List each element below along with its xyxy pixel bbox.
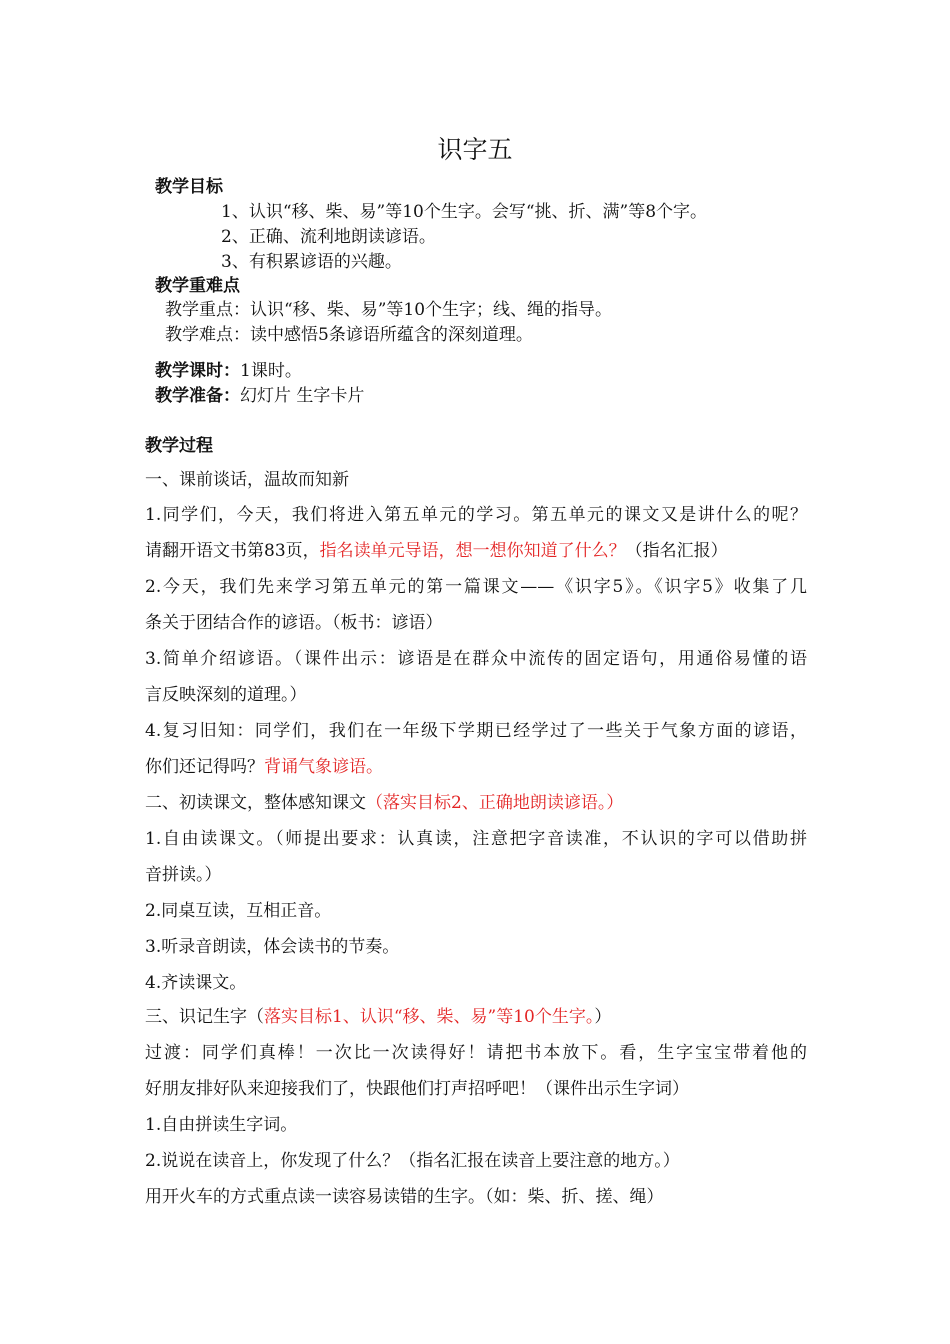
paragraph-line: 过渡：同学们真棒！一次比一次读得好！请把书本放下。看，生字宝宝带着他的	[145, 1043, 807, 1063]
class-hours-value: 1课时。	[240, 361, 302, 381]
page-title: 识字五	[437, 135, 513, 164]
paragraph-line: 4.齐读课文。	[145, 973, 247, 993]
preparation	[155, 384, 364, 408]
process-heading: 教学过程	[145, 436, 213, 456]
paragraph-line: 3.简单介绍谚语。（课件出示：谚语是在群众中流传的固定语句，用通俗易懂的语	[145, 649, 807, 669]
key-point-focus: 教学重点：认识“移、柴、易”等10个生字；线、绳的指导。	[165, 300, 613, 320]
highlight-text: （落实目标2、正确地朗读谚语。）	[366, 793, 624, 813]
objectives-heading: 教学目标	[155, 177, 223, 197]
key-point-difficulty: 教学难点：读中感悟5条谚语所蕴含的深刻道理。	[165, 325, 533, 345]
paragraph-line: 2.说说在读音上，你发现了什么？（指名汇报在读音上要注意的地方。）	[145, 1151, 680, 1171]
text-run: （指名汇报）	[625, 541, 728, 561]
paragraph-line: 3.听录音朗读，体会读书的节奏。	[145, 937, 400, 957]
paragraph-line: 条关于团结合作的谚语。（板书：谚语）	[145, 613, 443, 633]
section-heading	[145, 1005, 611, 1029]
paragraph-line: 2.今天，我们先来学习第五单元的第一篇课文——《识字5》。《识字5》收集了几	[145, 577, 807, 597]
text-run: 三、识记生字（	[145, 1007, 264, 1027]
paragraph-line	[145, 539, 728, 563]
paragraph-line: 音拼读。）	[145, 865, 222, 885]
highlight-text: 背诵气象谚语。	[264, 757, 383, 777]
paragraph-line: 好朋友排好队来迎接我们了，快跟他们打声招呼吧！（课件出示生字词）	[145, 1079, 689, 1099]
class-hours-label: 教学课时：	[155, 361, 240, 381]
objective-item: 2、正确、流利地朗读谚语。	[221, 227, 436, 247]
paragraph-line: 2.同桌互读，互相正音。	[145, 901, 332, 921]
text-run: 请翻开语文书第83页，	[145, 541, 320, 561]
preparation-value: 幻灯片 生字卡片	[240, 386, 365, 406]
paragraph-line: 用开火车的方式重点读一读容易读错的生字。（如：柴、折、搓、绳）	[145, 1187, 664, 1207]
text-run: 二、初读课文，整体感知课文	[145, 793, 366, 813]
section-heading: 一、课前谈话，温故而知新	[145, 470, 349, 490]
paragraph-line: 1.同学们，今天，我们将进入第五单元的学习。第五单元的课文又是讲什么的呢？	[145, 505, 807, 525]
objective-item: 3、有积累谚语的兴趣。	[221, 252, 402, 272]
key-points-heading: 教学重难点	[155, 276, 240, 296]
text-run: ）	[594, 1007, 612, 1027]
paragraph-line: 1.自由拼读生字词。	[145, 1115, 298, 1135]
objective-item: 1、认识“移、柴、易”等10个生字。会写“挑、折、满”等8个字。	[221, 202, 708, 222]
paragraph-line	[145, 755, 383, 779]
paragraph-line: 4.复习旧知：同学们，我们在一年级下学期已经学过了一些关于气象方面的谚语，	[145, 721, 807, 741]
preparation-label: 教学准备：	[155, 386, 240, 406]
paragraph-line: 1.自由读课文。（师提出要求：认真读，注意把字音读准，不认识的字可以借助拼	[145, 829, 807, 849]
highlight-text: 指名读单元导语，想一想你知道了什么？	[319, 541, 626, 561]
paragraph-line: 言反映深刻的道理。）	[145, 685, 307, 705]
highlight-text: 落实目标1、认识“移、柴、易”等10个生字。	[264, 1007, 595, 1027]
section-heading	[145, 791, 623, 815]
class-hours	[155, 359, 302, 383]
text-run: 你们还记得吗？	[145, 757, 264, 777]
